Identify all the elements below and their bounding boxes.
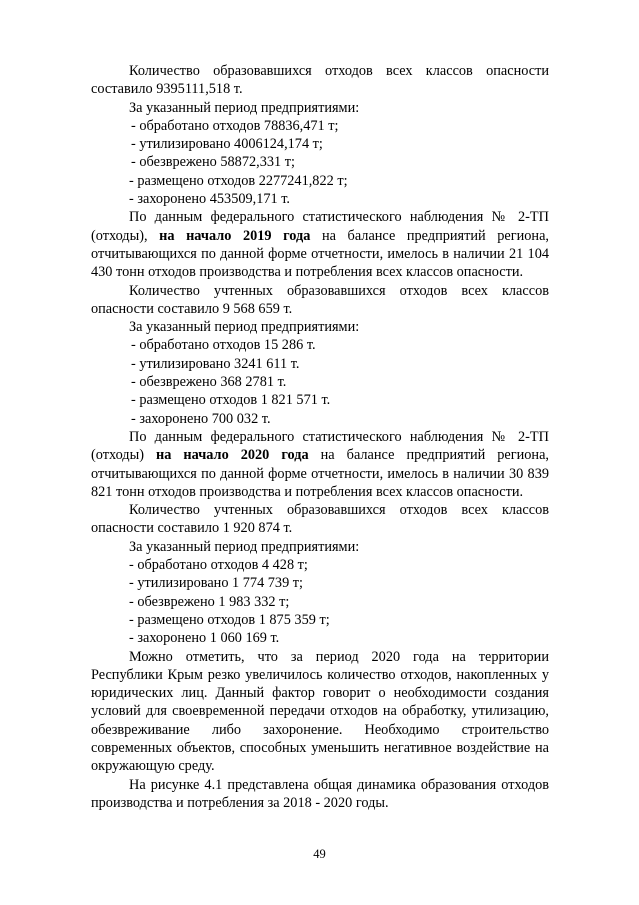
list-item: - захоронено 700 032 т. [131, 410, 271, 427]
list-item: - размещено отходов 1 821 571 т. [131, 392, 331, 409]
intro-bold: на начало 2020 года [155, 447, 309, 464]
list-item: - обезврежено 58872,331 т; [131, 154, 295, 171]
list-item: - обработано отходов 78836,471 т; [131, 117, 339, 134]
paragraph-total-2018: Количество образовавшихся отходов всех классов опасности составило 9395111,518 т. [91, 63, 549, 98]
paragraph-total-2020: Количество учтенных образовавшихся отходов всех классов опасности составило 1 920 874 т. [91, 502, 549, 537]
list-item: - захоронено 1 060 169 т. [129, 630, 280, 647]
paragraph-period-2020: За указанный период предприятиями: [129, 538, 360, 555]
list-item: - размещено отходов 1 875 359 т; [129, 611, 330, 628]
paragraph-intro-2019 [91, 208, 549, 281]
paragraph-conclusion: Можно отметить, что за период 2020 года на территории Республики Крым резко увеличилось количество отходов, накопленных у юридических лиц. Данный фактор говорит о необходимости создания условий для своевременной передачи отходов на обработку, утилизацию, обезвреживание либо захоронение. Необходимо строительство современных объектов, способных уменьшить негативное воздействие на окружающую среду. [91, 648, 549, 775]
list-item: - утилизировано 4006124,174 т; [131, 136, 323, 153]
list-item: - обработано отходов 4 428 т; [129, 557, 308, 574]
intro-text: на балансе предприятий региона, отчитывающихся по данной форме отчетности, имелось в наличии 21 104 430 тонн отходов производства и потребления всех классов опасности. [91, 227, 549, 281]
paragraph-total-2019: Количество учтенных образовавшихся отходов всех классов опасности составило 9 568 659 т. [91, 282, 549, 317]
list-item: - обезврежено 1 983 332 т; [129, 593, 290, 610]
list-item: - утилизировано 1 774 739 т; [129, 575, 304, 592]
paragraph-figure-reference: На рисунке 4.1 представлена общая динамика образования отходов производства и потребления за 2018 - 2020 годы. [91, 776, 549, 811]
list-item: - обезврежено 368 2781 т. [131, 374, 287, 391]
page-body [91, 62, 549, 812]
paragraph-intro-2020 [91, 428, 549, 501]
list-item: - захоронено 453509,171 т. [129, 191, 290, 208]
paragraph-period-2019: За указанный период предприятиями: [129, 319, 360, 336]
paragraph-period-2018: За указанный период предприятиями: [129, 99, 360, 116]
page-number: 49 [313, 847, 326, 861]
intro-bold: на начало 2019 года [159, 227, 311, 244]
list-item: - обработано отходов 15 286 т. [131, 337, 316, 354]
list-item: - утилизировано 3241 611 т. [131, 355, 300, 372]
intro-text: По данным федерального статистического наблюдения № 2-ТП (отходы) [91, 428, 549, 464]
intro-text: на балансе предприятий региона, отчитывающихся по данной форме отчетности, имелось в наличии 30 839 821 тонн отходов производства и потребления всех классов опасности. [91, 447, 550, 500]
list-item: - размещено отходов 2277241,822 т; [129, 172, 348, 189]
intro-text: По данным федерального статистического наблюдения № 2-ТП (отходы), [91, 209, 549, 244]
